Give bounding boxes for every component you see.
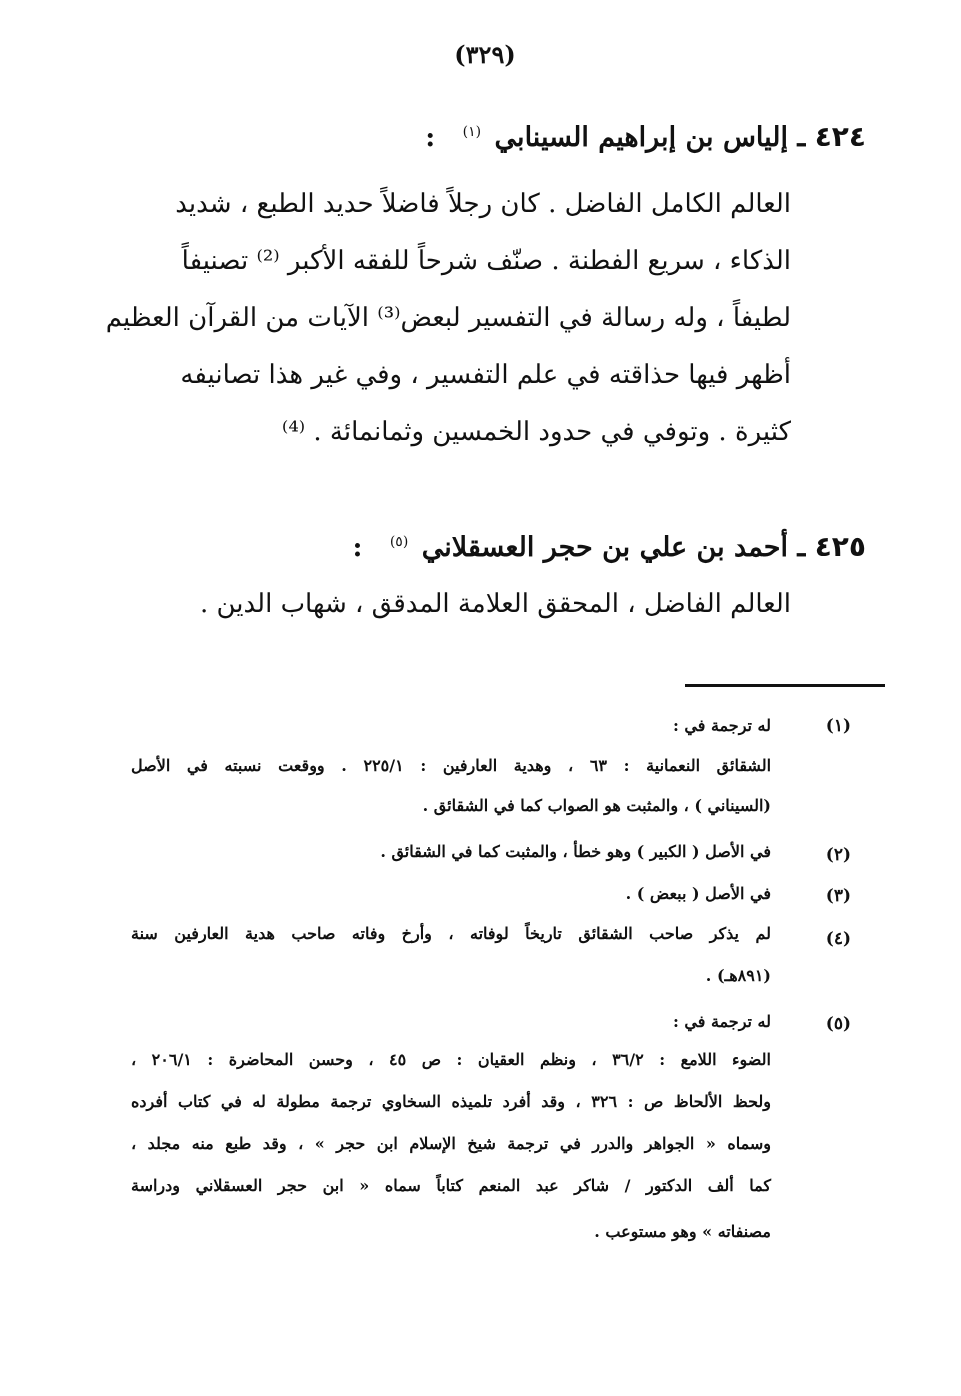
footnote-number: (١) [825, 716, 851, 736]
footnote-number: (٢) [825, 845, 851, 865]
footnote-line: الضوء اللامع : ٣٦/٢ ، ونظم العقيان : ص ٤٥ ، وحسن المحاضرة : ٢٠٦/١ ، [131, 1050, 772, 1069]
footnote-number: (٤) [825, 929, 851, 949]
footnote-line: له ترجمة في : [672, 716, 771, 735]
footnote-line: له ترجمة في : [672, 1012, 771, 1031]
entry-heading-424 [425, 120, 866, 153]
entry-number: ٤٢٥ [814, 530, 866, 563]
footnote-line: في الأصل ( الكبير ) وهو خطأ ، والمثبت كما في الشقائق . [380, 842, 771, 861]
footnote-line: ولحظ الألحاظ ص : ٣٢٦ ، وقد أفرد تلميذه السخاوي ترجمة مطولة له في كتاب أفرده [131, 1092, 772, 1111]
footnote-number: (٥) [825, 1014, 851, 1034]
body-line: العالم الفاضل ، المحقق العلامة المدقق ، شهاب الدين . [199, 589, 791, 619]
footnote-line: (السيناني ) ، والمثبت هو الصواب كما في الشقائق . [422, 796, 771, 815]
footnote-ref: (٥) [389, 534, 409, 550]
footnote-line: في الأصل ( ببعض ) . [625, 884, 771, 903]
entry-heading-425 [352, 530, 866, 563]
footnote-ref: (١) [462, 124, 482, 140]
footnote-number: (٣) [825, 886, 851, 906]
footnote-separator [685, 684, 885, 687]
body-line: لطيفاً ، وله رسالة في التفسير لبعض⁽³⁾ الآيات من القرآن العظيم [105, 303, 791, 333]
entry-name: ـ إلياس بن إبراهيم السينابي [494, 122, 806, 153]
page-number: (٣٢٩) [454, 40, 516, 69]
footnote-line: الشقائق النعمانية : ٦٣ ، وهدية العارفين : ٢٢٥/١ . ووقعت نسبته في الأصل [131, 756, 772, 775]
entry-body-424 [105, 176, 791, 461]
entry-colon: : [352, 532, 363, 563]
entry-number: ٤٢٤ [814, 120, 866, 153]
body-line: الذكاء ، سريع الفطنة . صنّف شرحاً للفقه الأكبر ⁽²⁾ تصنيفاً [181, 246, 791, 276]
footnote-line: (٨٩١هـ) . [705, 966, 771, 985]
footnote-line: وسماه « الجواهر والدرر في ترجمة شيخ الإسلام ابن حجر » ، وقد طبع منه مجلد ، [131, 1134, 771, 1153]
footnote-line: لم يذكر صاحب الشقائق تاريخاً لوفاته ، وأرخ وفاته صاحب هدية العارفين سنة [131, 924, 771, 943]
body-line: كثيرة . وتوفي في حدود الخمسين وثمانمائة . ⁽⁴⁾ [281, 417, 791, 447]
entry-name: ـ أحمد بن علي بن حجر العسقلاني [421, 532, 806, 563]
footnote-line: كما ألف الدكتور / شاكر عبد المنعم كتاباً سماه « ابن حجر العسقلاني ودراسة [131, 1176, 771, 1195]
entry-body-425 [199, 576, 791, 633]
footnote-line: مصنفاته » وهو مستوعب . [594, 1222, 771, 1241]
body-line: العالم الكامل الفاضل . كان رجلاً فاضلاً حديد الطبع ، شديد [175, 189, 791, 219]
entry-colon: : [425, 122, 436, 153]
body-line: أظهر فيها حذاقته في علم التفسير ، وفي غير هذا تصانيفه [180, 360, 791, 390]
